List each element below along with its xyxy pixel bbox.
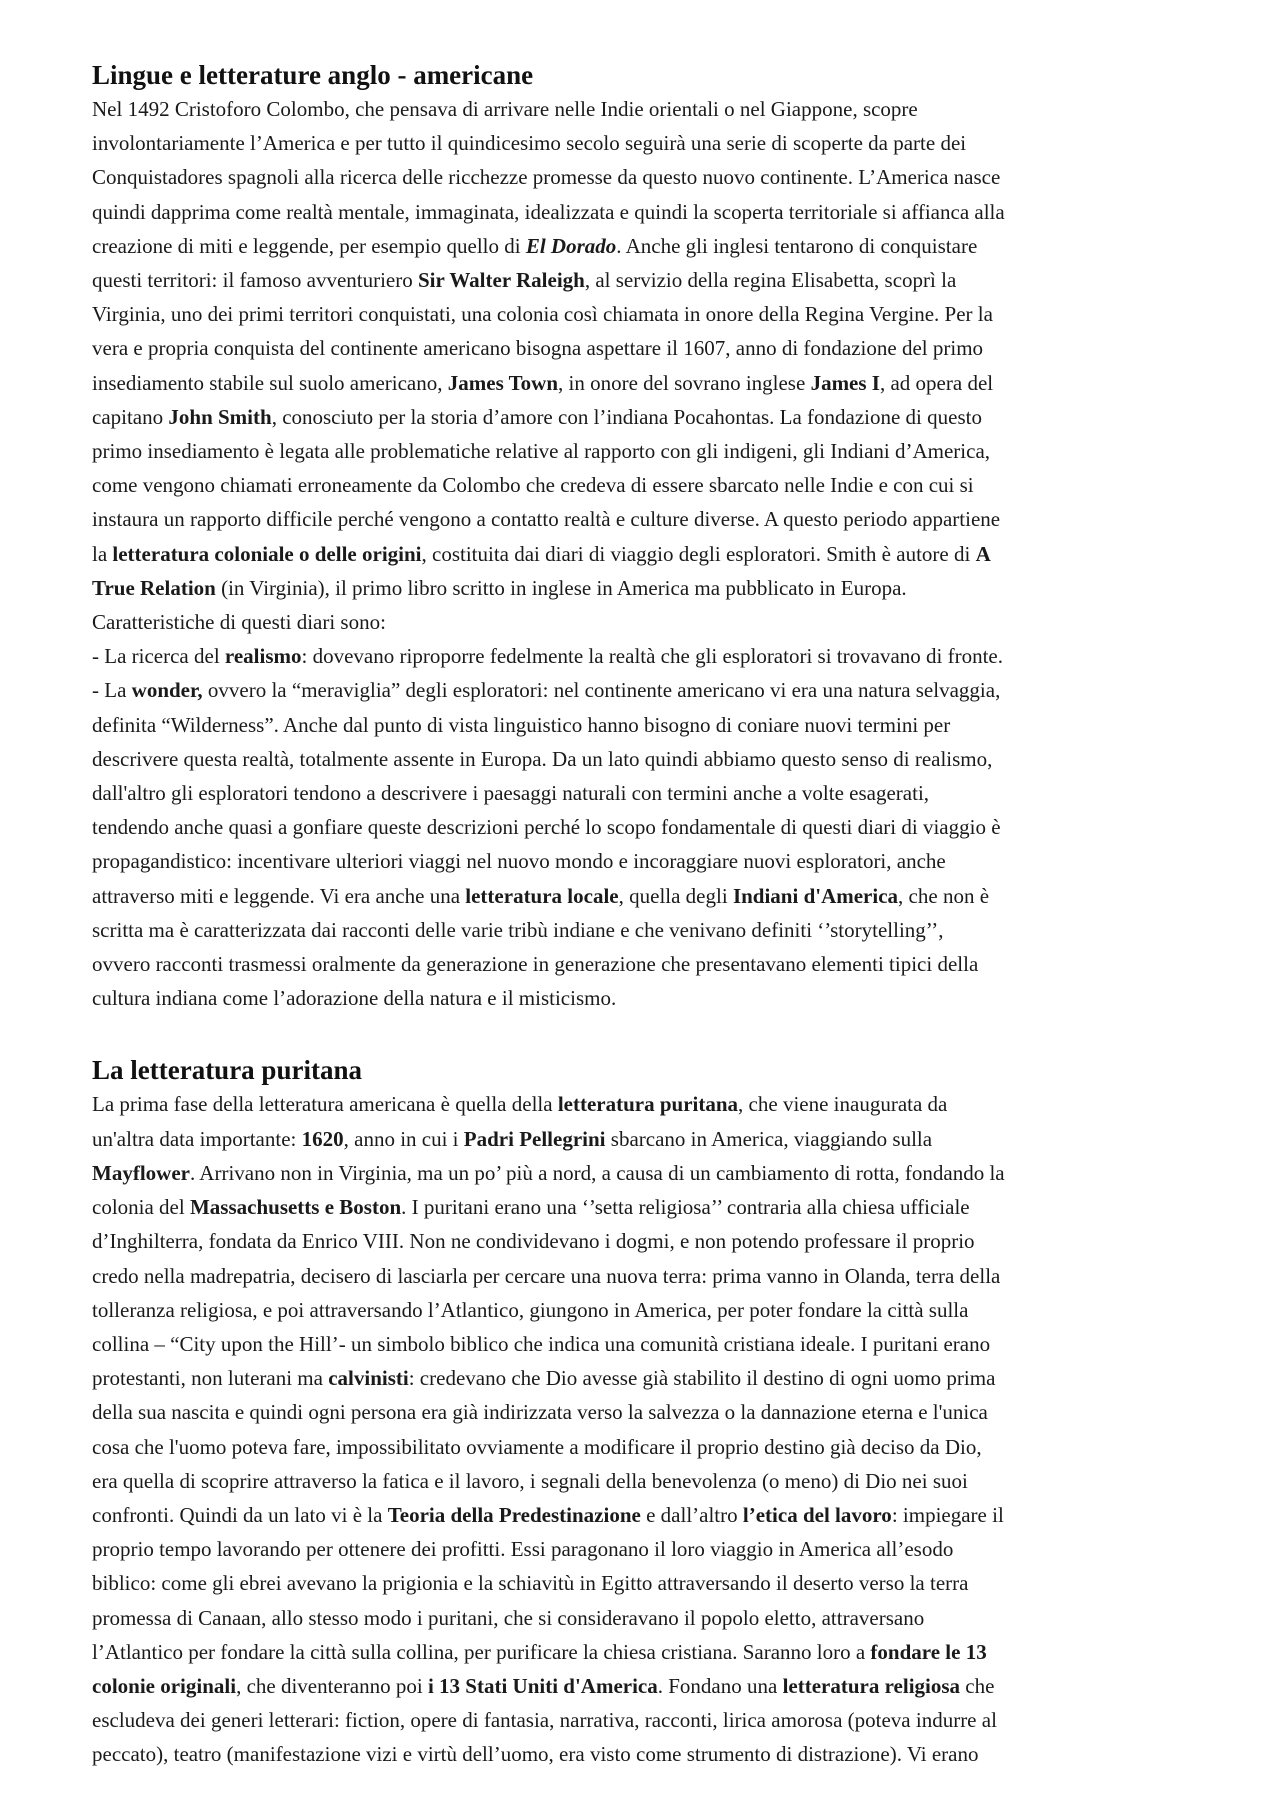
- text-line: [92, 331, 1216, 365]
- text-run: scritta ma è caratterizzata dai racconti delle varie tribù indiane e che venivano definiti ‘’storytelling’’,: [92, 917, 944, 942]
- bold-term: l’etica del lavoro: [742, 1502, 892, 1527]
- text-run: . I puritani erano una ‘’setta religiosa’’ contraria alla chiesa ufficiale: [401, 1195, 970, 1220]
- text-run: : dovevano riproporre fedelmente la realtà che gli esploratori si trovavano di fronte.: [301, 644, 1003, 669]
- text-run: - La: [92, 678, 132, 703]
- text-run: : impiegare il: [891, 1502, 1004, 1527]
- text-run: un'altra data importante:: [92, 1126, 302, 1151]
- text-line: [92, 1669, 1216, 1703]
- text-run: questi territori: il famoso avventuriero: [92, 268, 418, 293]
- text-run: , che non è: [898, 883, 990, 908]
- text-line: [92, 1224, 1216, 1258]
- text-run: , costituita dai diari di viaggio degli esploratori. Smith è autore di: [421, 541, 976, 566]
- text-line: [92, 1361, 1216, 1395]
- text-line: [92, 1532, 1216, 1566]
- text-line: [92, 913, 1216, 947]
- text-run: insediamento stabile sul suolo americano,: [92, 370, 448, 395]
- text-run: dall'altro gli esploratori tendono a descrivere i paesaggi naturali con termini anche a volte esagerati,: [92, 781, 930, 806]
- bold-term: A: [975, 541, 991, 566]
- text-line: [92, 742, 1216, 776]
- section-body-puritan: [92, 1087, 1216, 1771]
- text-run: della sua nascita e quindi ogni persona era già indirizzata verso la salvezza o la dannazione eterna e l'unica: [92, 1400, 988, 1425]
- text-line: [92, 981, 1216, 1015]
- bold-term: letteratura religiosa: [782, 1673, 961, 1698]
- text-run: descrivere questa realtà, totalmente assente in Europa. Da un lato quindi abbiamo questo senso di realismo,: [92, 746, 993, 771]
- text-line: [92, 92, 1216, 126]
- bold-term: letteratura puritana: [557, 1092, 739, 1117]
- text-run: primo insediamento è legata alle problematiche relative al rapporto con gli indigeni, gli Indiani d’America,: [92, 439, 991, 464]
- text-run: peccato), teatro (manifestazione vizi e virtù dell’uomo, era visto come strumento di distrazione). Vi erano: [92, 1742, 979, 1767]
- text-run: protestanti, non luterani ma: [92, 1366, 329, 1391]
- text-run: . Anche gli inglesi tentarono di conquistare: [616, 233, 978, 258]
- text-run: instaura un rapporto difficile perché vengono a contatto realtà e culture diverse. A questo periodo appartiene: [92, 507, 1001, 532]
- text-run: biblico: come gli ebrei avevano la prigionia e la schiavitù in Egitto attraversando il deserto verso la terra: [92, 1571, 969, 1596]
- text-line: [92, 1566, 1216, 1600]
- text-run: (in Virginia), il primo libro scritto in inglese in America ma pubblicato in Europa.: [215, 575, 907, 600]
- text-run: . Fondano una: [657, 1673, 783, 1698]
- bold-term: John Smith: [168, 404, 272, 429]
- text-run: , al servizio della regina Elisabetta, scoprì la: [584, 268, 957, 293]
- bold-term: James I: [810, 370, 880, 395]
- bold-term: calvinisti: [328, 1366, 409, 1391]
- text-run: promessa di Canaan, allo stesso modo i puritani, che si consideravano il popolo eletto, attraversano: [92, 1605, 925, 1630]
- text-line: [92, 1601, 1216, 1635]
- text-line: [92, 947, 1216, 981]
- text-line: [92, 571, 1216, 605]
- text-run: vera e propria conquista del continente americano bisogna aspettare il 1607, anno di fondazione del primo: [92, 336, 984, 361]
- bold-term: Padri Pellegrini: [463, 1126, 606, 1151]
- text-run: e dall’altro: [640, 1502, 743, 1527]
- text-line: [92, 844, 1216, 878]
- text-line: [92, 879, 1216, 913]
- text-line: [92, 195, 1216, 229]
- bold-term: Indiani d'America: [732, 883, 899, 908]
- text-line: [92, 1156, 1216, 1190]
- bold-term: Sir Walter Raleigh: [418, 268, 585, 293]
- text-line: [92, 1327, 1216, 1361]
- text-run: Caratteristiche di questi diari sono:: [92, 610, 386, 635]
- text-run: d’Inghilterra, fondata da Enrico VIII. Non ne condividevano i dogmi, e non potendo professare il proprio: [92, 1229, 975, 1254]
- text-line: [92, 1087, 1216, 1121]
- section-heading-anglo-american: Lingue e letterature anglo - americane: [92, 60, 534, 90]
- text-run: La prima fase della letteratura americana è quella della: [92, 1092, 558, 1117]
- text-run: colonia del: [92, 1195, 190, 1220]
- text-run: , ad opera del: [879, 370, 994, 395]
- text-run: tendendo anche quasi a gonfiare queste descrizioni perché lo scopo fondamentale di questi diari di viaggio è: [92, 815, 1001, 840]
- text-run: era quella di scoprire attraverso la fatica e il lavoro, i segnali della benevolenza (o meno) di Dio nei suoi: [92, 1468, 968, 1493]
- text-line: [92, 810, 1216, 844]
- text-line: [92, 1122, 1216, 1156]
- bold-term: Teoria della Predestinazione: [387, 1502, 641, 1527]
- bold-term: fondare le 13: [870, 1639, 987, 1664]
- text-line: [92, 263, 1216, 297]
- text-run: , quella degli: [618, 883, 733, 908]
- text-line: [92, 400, 1216, 434]
- text-run: , che diventeranno poi: [236, 1673, 428, 1698]
- text-run: proprio tempo lavorando per ottenere dei profitti. Essi paragonano il loro viaggio in America all’esodo: [92, 1537, 954, 1562]
- document-page: [92, 58, 1216, 1772]
- text-line: [92, 605, 1216, 639]
- text-run: escludeva dei generi letterari: fiction, opere di fantasia, narrativa, racconti, lirica amorosa (poteva indurre al: [92, 1708, 997, 1733]
- text-run: credo nella madrepatria, decisero di lasciarla per cercare una nuova terra: prima vanno in Olanda, terra della: [92, 1263, 1001, 1288]
- section-body-anglo-american: [92, 92, 1216, 1015]
- text-run: ovvero la “meraviglia” degli esploratori: nel continente americano vi era una natura selvaggia,: [202, 678, 1001, 703]
- text-line: [92, 639, 1216, 673]
- text-run: l’Atlantico per fondare la città sulla collina, per purificare la chiesa cristiana. Saranno loro a: [92, 1639, 871, 1664]
- bold-italic-term: El Dorado: [525, 233, 617, 258]
- text-line: [92, 366, 1216, 400]
- bold-term: Mayflower: [92, 1160, 190, 1185]
- text-run: Conquistadores spagnoli alla ricerca delle ricchezze promesse da questo nuovo continente. L’America nasce: [92, 165, 1001, 190]
- text-run: , anno in cui i: [343, 1126, 464, 1151]
- text-run: come vengono chiamati erroneamente da Colombo che credeva di essere sbarcato nelle Indie e con cui si: [92, 473, 974, 498]
- text-run: Nel 1492 Cristoforo Colombo, che pensava di arrivare nelle Indie orientali o nel Giappone, scopre: [92, 97, 918, 121]
- text-run: che: [960, 1673, 995, 1698]
- bold-term: wonder,: [131, 678, 203, 703]
- text-run: la: [92, 541, 113, 566]
- bold-term: i 13 Stati Uniti d'America: [427, 1673, 658, 1698]
- text-run: sbarcano in America, viaggiando sulla: [605, 1126, 933, 1151]
- text-run: collina – “City upon the Hill’- un simbolo biblico che indica una comunità cristiana ideale. I puritani erano: [92, 1331, 991, 1356]
- bold-term: letteratura coloniale o delle origini: [112, 541, 422, 566]
- text-run: Virginia, uno dei primi territori conquistati, una colonia così chiamata in onore della Regina Vergine. Per la: [92, 302, 993, 327]
- bold-term: letteratura locale: [465, 883, 619, 908]
- text-line: [92, 434, 1216, 468]
- text-line: [92, 1395, 1216, 1429]
- bold-term: True Relation: [92, 575, 216, 600]
- text-line: [92, 537, 1216, 571]
- text-run: . Arrivano non in Virginia, ma un po’ più a nord, a causa di un cambiamento di rotta, fondando la: [189, 1160, 1005, 1185]
- text-run: : credevano che Dio avesse già stabilito il destino di ogni uomo prima: [408, 1366, 996, 1391]
- text-line: [92, 126, 1216, 160]
- text-run: involontariamente l’America e per tutto il quindicesimo secolo seguirà una serie di scoperte da parte dei: [92, 131, 967, 156]
- text-line: [92, 1737, 1216, 1771]
- text-line: [92, 673, 1216, 707]
- text-line: [92, 160, 1216, 194]
- text-run: attraverso miti e leggende. Vi era anche una: [92, 883, 466, 908]
- text-run: quindi dapprima come realtà mentale, immaginata, idealizzata e quindi la scoperta territoriale si affianca alla: [92, 199, 1005, 224]
- text-line: [92, 1293, 1216, 1327]
- bold-term: James Town: [447, 370, 559, 395]
- text-run: , in onore del sovrano inglese: [558, 370, 811, 395]
- text-line: [92, 1464, 1216, 1498]
- text-line: [92, 468, 1216, 502]
- text-run: , che viene inaugurata da: [738, 1092, 948, 1117]
- text-line: [92, 1430, 1216, 1464]
- text-run: cultura indiana come l’adorazione della natura e il misticismo.: [92, 986, 617, 1011]
- bold-term: 1620: [301, 1126, 344, 1151]
- text-run: tolleranza religiosa, e poi attraversando l’Atlantico, giungono in America, per poter fondare la città sulla: [92, 1297, 969, 1322]
- bold-term: Massachusetts e Boston: [189, 1195, 402, 1220]
- text-line: [92, 1498, 1216, 1532]
- section-heading-puritan: La letteratura puritana: [92, 1055, 362, 1086]
- text-line: [92, 708, 1216, 742]
- text-run: - La ricerca del: [92, 644, 225, 669]
- text-line: [92, 1190, 1216, 1224]
- text-line: [92, 1635, 1216, 1669]
- text-run: capitano: [92, 404, 169, 429]
- text-line: [92, 1703, 1216, 1737]
- text-run: propagandistico: incentivare ulteriori viaggi nel nuovo mondo e incoraggiare nuovi esploratori, anche: [92, 849, 946, 874]
- text-run: cosa che l'uomo poteva fare, impossibilitato ovviamente a modificare il proprio destino già deciso da Dio,: [92, 1434, 982, 1459]
- text-run: ovvero racconti trasmessi oralmente da generazione in generazione che presentavano elementi tipici della: [92, 952, 979, 977]
- text-line: [92, 502, 1216, 536]
- text-line: [92, 776, 1216, 810]
- bold-term: realismo: [224, 644, 302, 669]
- text-line: [92, 297, 1216, 331]
- text-run: creazione di miti e leggende, per esempio quello di: [92, 233, 526, 258]
- text-run: confronti. Quindi da un lato vi è la: [92, 1502, 388, 1527]
- bold-term: colonie originali: [92, 1673, 237, 1698]
- text-run: definita “Wilderness”. Anche dal punto di vista linguistico hanno bisogno di coniare nuovi termini per: [92, 712, 951, 737]
- text-line: [92, 1259, 1216, 1293]
- text-run: , conosciuto per la storia d’amore con l’indiana Pocahontas. La fondazione di questo: [271, 404, 982, 429]
- text-line: [92, 229, 1216, 263]
